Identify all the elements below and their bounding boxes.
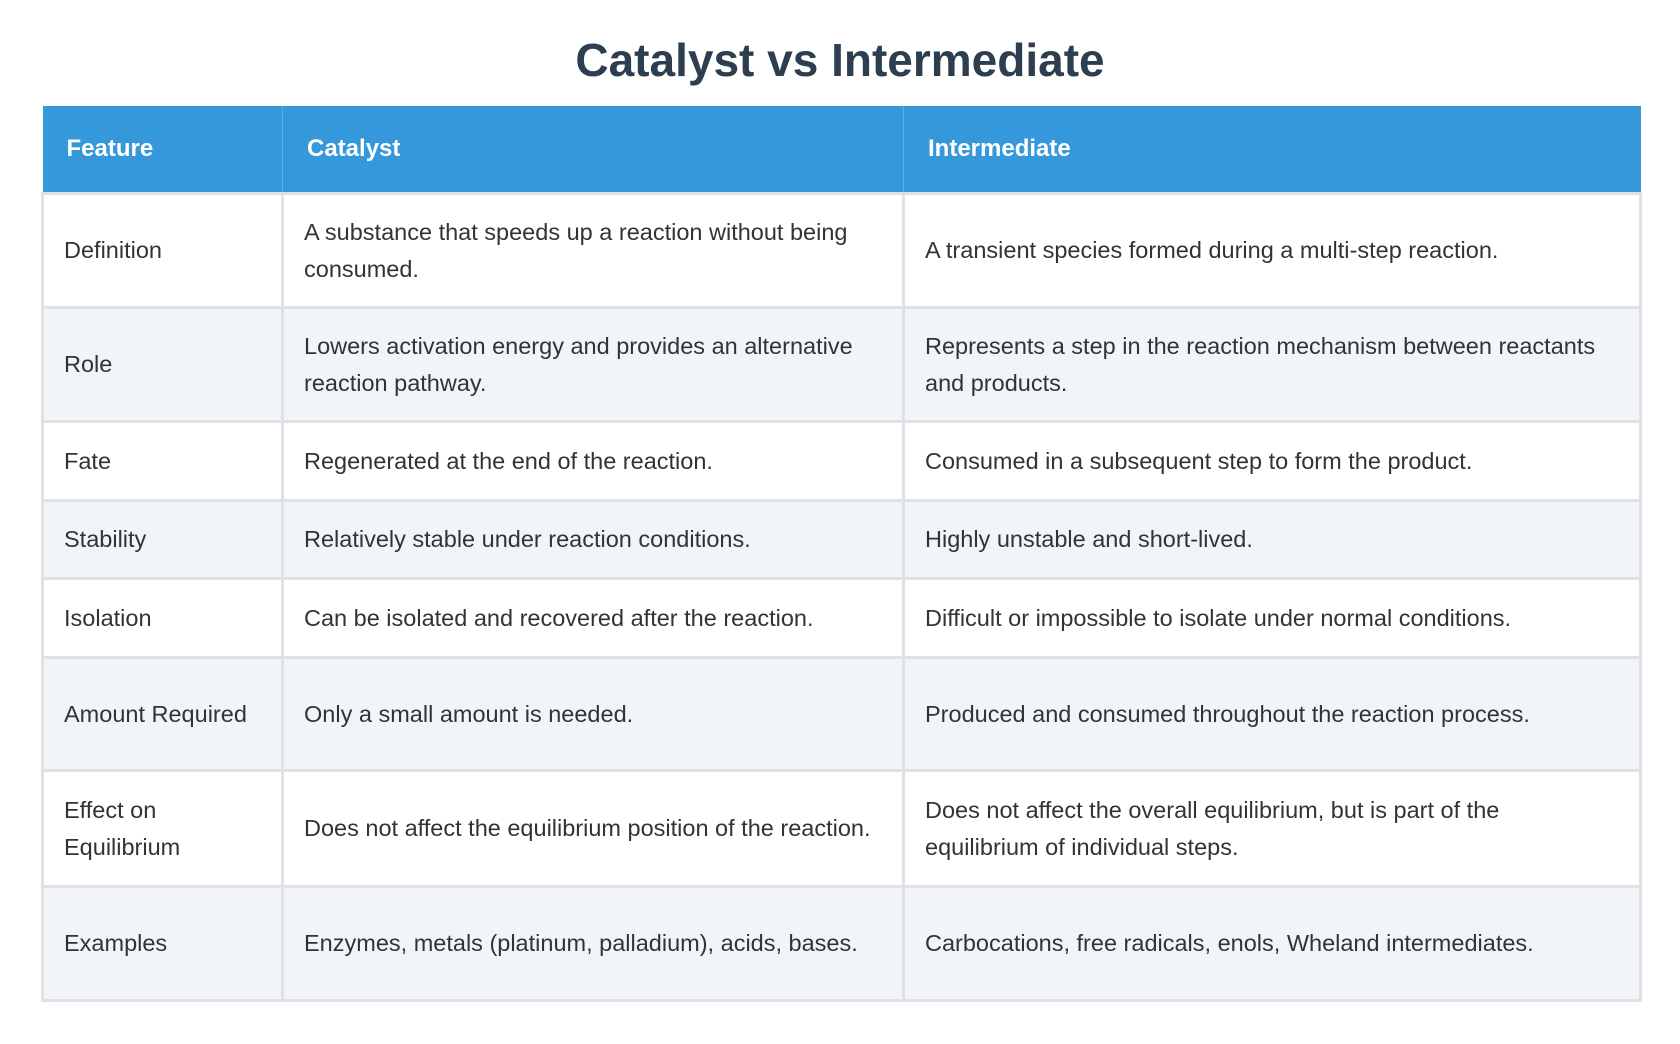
page-title: Catalyst vs Intermediate <box>575 34 1105 86</box>
table-row <box>43 308 1641 422</box>
feature-cell: Examples <box>43 887 283 1001</box>
catalyst-cell: Does not affect the equilibrium position of the reaction. <box>283 771 904 887</box>
feature-cell: Stability <box>43 501 283 579</box>
intermediate-cell: Represents a step in the reaction mechanism between reactants and products. <box>904 308 1641 422</box>
table-row <box>43 771 1641 887</box>
column-header-catalyst: Catalyst <box>283 106 904 194</box>
catalyst-cell: Lowers activation energy and provides an alternative reaction pathway. <box>283 308 904 422</box>
feature-cell: Amount Required <box>43 658 283 771</box>
table-row <box>43 194 1641 308</box>
catalyst-cell: Only a small amount is needed. <box>283 658 904 771</box>
table-row <box>43 887 1641 1001</box>
catalyst-cell: A substance that speeds up a reaction without being consumed. <box>283 194 904 308</box>
catalyst-cell: Regenerated at the end of the reaction. <box>283 422 904 501</box>
intermediate-cell: Carbocations, free radicals, enols, Wheland intermediates. <box>904 887 1641 1001</box>
catalyst-cell: Relatively stable under reaction conditions. <box>283 501 904 579</box>
table-row <box>43 658 1641 771</box>
table-header-row <box>43 106 1641 194</box>
feature-cell: Effect on Equilibrium <box>43 771 283 887</box>
intermediate-cell: Highly unstable and short-lived. <box>904 501 1641 579</box>
intermediate-cell: A transient species formed during a multi-step reaction. <box>904 194 1641 308</box>
intermediate-cell: Consumed in a subsequent step to form the product. <box>904 422 1641 501</box>
intermediate-cell: Does not affect the overall equilibrium, but is part of the equilibrium of individual steps. <box>904 771 1641 887</box>
catalyst-cell: Can be isolated and recovered after the reaction. <box>283 579 904 658</box>
table-row <box>43 501 1641 579</box>
column-header-feature: Feature <box>43 106 283 194</box>
feature-cell: Role <box>43 308 283 422</box>
intermediate-cell: Produced and consumed throughout the reaction process. <box>904 658 1641 771</box>
catalyst-cell: Enzymes, metals (platinum, palladium), acids, bases. <box>283 887 904 1001</box>
table-row <box>43 422 1641 501</box>
table-row <box>43 579 1641 658</box>
intermediate-cell: Difficult or impossible to isolate under normal conditions. <box>904 579 1641 658</box>
column-header-intermediate: Intermediate <box>904 106 1641 194</box>
comparison-table <box>41 106 1642 1002</box>
feature-cell: Definition <box>43 194 283 308</box>
feature-cell: Fate <box>43 422 283 501</box>
feature-cell: Isolation <box>43 579 283 658</box>
